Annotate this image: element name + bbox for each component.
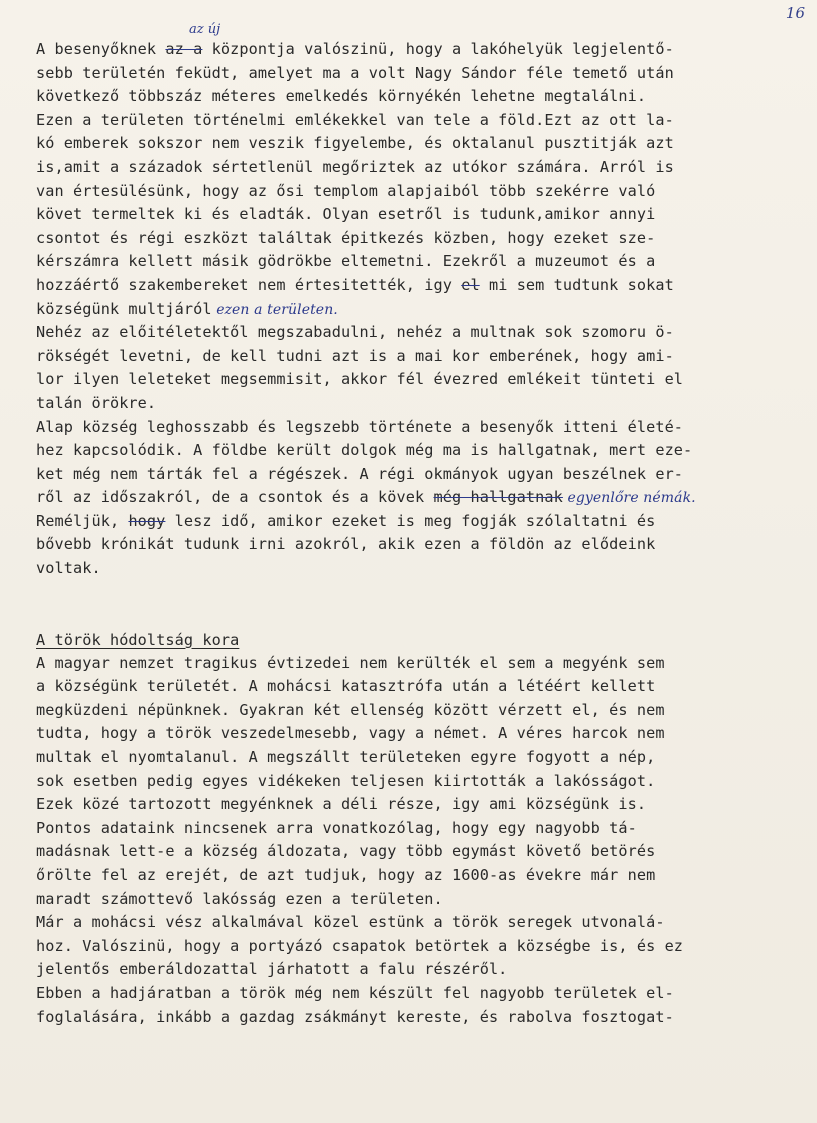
struck-text: hogy bbox=[128, 511, 166, 530]
text-line: megküzdeni népünknek. Gyakran két ellenség között vérzett el, és nem bbox=[36, 700, 665, 719]
section-title: A török hódoltság kora bbox=[36, 630, 240, 649]
text-line: követ termeltek ki és eladták. Olyan esetről is tudunk,amikor annyi bbox=[36, 205, 656, 224]
text-line: A besenyőknek az a központja valószinü, hogy a lakóhelyük legjelentő- bbox=[36, 40, 674, 58]
text-line: Ezek közé tartozott megyénknek a déli része, igy ami községünk is. bbox=[36, 795, 647, 814]
text-line: jelentős emberáldozattal járhatott a falu részéről. bbox=[36, 960, 508, 979]
struck-text: az a bbox=[165, 40, 203, 58]
paragraph bbox=[36, 652, 736, 912]
text-line: bővebb krónikát tudunk irni azokról, akik ezen a földön az elődeink bbox=[36, 535, 656, 554]
text-line: őrölte fel az erejét, de azt tudjuk, hogy az 1600-as évekre már nem bbox=[36, 866, 656, 884]
text-line: sebb területén feküdt, amelyet ma a volt Nagy Sándor féle temető után bbox=[36, 63, 674, 82]
text-line: ket még nem tárták fel a régészek. A régi okmányok ugyan beszélnek er- bbox=[36, 464, 684, 483]
text-line: van értesülésünk, hogy az ősi templom alapjaiból több szekérre való bbox=[36, 181, 656, 200]
handwritten-insertion: egyenlőre némák. bbox=[562, 490, 696, 507]
typed-text bbox=[36, 38, 736, 1029]
text-line: foglalására, inkább a gazdag zsákmányt kereste, és rabolva fosztogat- bbox=[36, 1007, 674, 1026]
text-line: kó emberek sokszor nem veszik figyelembe, és oktalanul pusztitják azt bbox=[36, 134, 674, 153]
text-line: tudta, hogy a török veszedelmesebb, vagy a német. A véres harcok nem bbox=[36, 724, 665, 743]
handwritten-insertion: az új bbox=[189, 22, 221, 37]
paragraph bbox=[36, 416, 736, 581]
text-line: multak el nyomtalanul. A megszállt területeken egyre fogyott a nép, bbox=[36, 748, 656, 767]
text-line: Már a mohácsi vész alkalmával közel estünk a török seregek utvonalá- bbox=[36, 913, 665, 932]
paragraph bbox=[36, 321, 736, 415]
text-line: madásnak lett-e a község áldozata, vagy több egymást követő betörés bbox=[36, 842, 656, 861]
text-line: talán örökre. bbox=[36, 393, 157, 412]
page-number: 16 bbox=[785, 4, 805, 22]
text-line: ről az időszakról, de a csontok és a kövek még hallgatnak egyenlőre némák. bbox=[36, 488, 696, 507]
paragraph bbox=[36, 38, 736, 321]
text-line: is,amit a századok sértetlenül megőriztek az utókor számára. Arról is bbox=[36, 157, 674, 176]
paragraph bbox=[36, 911, 736, 1029]
text-line: A magyar nemzet tragikus évtizedei nem kerülték el sem a megyénk sem bbox=[36, 653, 665, 672]
text-line: Reméljük, hogy lesz idő, amikor ezeket is meg fogják szólaltatni és bbox=[36, 511, 656, 530]
text-line: lor ilyen leleteket megsemmisit, akkor fél évezred emlékeit tünteti el bbox=[36, 370, 684, 389]
text-line: hozzáértő szakembereket nem értesitették, igy el mi sem tudtunk sokat bbox=[36, 275, 674, 294]
text-line: rökségét levetni, de kell tudni azt is a mai kor emberének, hogy ami- bbox=[36, 346, 674, 365]
text-line: a községünk területét. A mohácsi katasztrófa után a létéért kellett bbox=[36, 677, 656, 696]
struck-text: el bbox=[461, 275, 480, 294]
text-line: sok esetben pedig egyes vidékeken teljesen kiirtották a lakósságot. bbox=[36, 771, 656, 790]
text-line: Ebben a hadjáratban a török még nem készült fel nagyobb területek el- bbox=[36, 983, 674, 1002]
text-line: csontot és régi eszközt találtak épitkezés közben, hogy ezeket sze- bbox=[36, 228, 656, 247]
text-line: Ezen a területen történelmi emlékekkel van tele a föld.Ezt az ott la- bbox=[36, 110, 674, 129]
text-line: maradt számottevő lakósság ezen a területen. bbox=[36, 889, 443, 908]
struck-text: még hallgatnak bbox=[433, 488, 563, 507]
text-line: Alap község leghosszabb és legszebb története a besenyők itteni életé- bbox=[36, 417, 684, 436]
text-line: hoz. Valószinü, hogy a portyázó csapatok betörtek a községbe is, és ez bbox=[36, 936, 684, 955]
text-line: hez kapcsolódik. A földbe került dolgok még ma is hallgatnak, mert eze- bbox=[36, 441, 693, 460]
text-line: voltak. bbox=[36, 559, 101, 578]
text-line: Pontos adataink nincsenek arra vonatkozólag, hogy egy nagyobb tá- bbox=[36, 818, 637, 837]
text-line: Nehéz az előitéletektől megszabadulni, nehéz a multnak sok szomoru ö- bbox=[36, 323, 674, 342]
text-line: községünk multjáról ezen a területen. bbox=[36, 299, 338, 318]
text-line: következő többszáz méteres emelkedés környékén lehetne megtalálni. bbox=[36, 87, 647, 106]
text-line: kérszámra kellett másik gödrökbe eltemetni. Ezekről a muzeumot és a bbox=[36, 252, 656, 271]
handwritten-insertion: ezen a területen. bbox=[211, 301, 338, 318]
